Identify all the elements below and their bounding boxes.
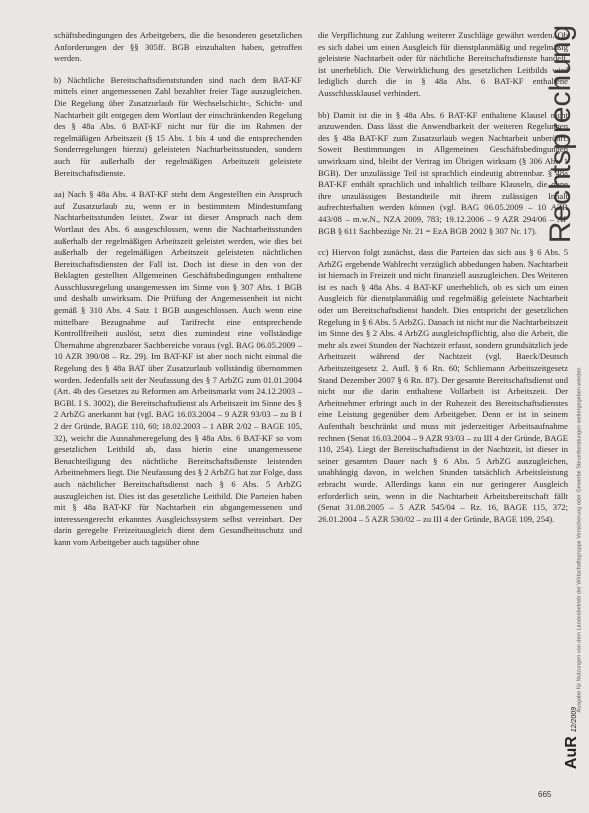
- paragraph: cc) Hiervon folgt zunächst, dass die Parteien das sich aus § 6 Abs. 5 ArbZG ergebende Wahlrecht verzüglich abbedungen haben. Nachtarbeit ist hiernach in Freizeit und nicht finanziell auszugleichen. Des Weiteren ist es nach § 48a Abs. 4 BAT-KF unerheblich, ob es sich um einen Ausgleich für dienstplanmäßig und regelmäßig geleistete Nachtarbeit oder um Bereitschaftsdienst handelt. Dies entspricht der gesetzlichen Regelung in § 6 Abs. 5 ArbZG. Danach ist nicht nur die Nachtarbeitszeit im Sinne des § 2 Abs. 4 ArbZG ausgleichspflichtig, also die Arbeit, die mehr als zwei Stunden der Nachtzeit erfasst, sondern grundsätzlich jede Arbeitszeit während der Nachtzeit (vgl. Baeck/Deutsch Arbeitszeitgesetz 2. Aufl. § 6 Rn. 60; Schliemann Arbeitszeitgesetz Stand Dezember 2007 § 6 Rn. 87). Der gesamte Bereitschaftsdienst und nicht nur die darin enthaltene Vollarbeit ist Arbeitszeit. Der Arbeitnehmer erbringt auch in der Ruhezeit des Bereitschaftsdienstes eine Leistung gegenüber dem Arbeitgeber. Denn er ist in seinem Aufenthalt beschränkt und muss mit jederzeitiger Arbeitsaufnahme rechnen (Senat 16.03.2004 – 9 AZR 93/03 – zu III 4 der Gründe, BAGE 110, 254). Liegt der Bereitschaftsdienst in der Nachtzeit, ist dieser in seiner gesamten Dauer nach § 6 Abs. 5 ArbZG auszugleichen, unabhängig davon, in welchen Stunden tatsächlich Arbeitsleistung erbracht wurde. Allerdings kann ein nur geringerer Ausgleich erforderlich sein, wenn in die Nachtarbeit Arbeitsbereitschaft fällt (Senat 31.08.2005 – 5 AZR 545/04 – Rz. 16, BAGE 115, 372; 26.01.2004 – 5 AZR 530/02 – zu III 4 der Gründe, BAGE 109, 254).: [318, 247, 568, 524]
- side-notice-text: Ausgabe für Nutzungen von dem Landesbetrieb der Wirtschaftsgruppe Versicherung oder Gewerbe Steuerberatungen weitergegeben werden: [576, 367, 583, 713]
- issue-label: 12/2009: [571, 706, 579, 733]
- section-title-text: Rechtsprechung: [544, 24, 577, 244]
- right-column: [318, 30, 568, 535]
- paragraph: aa) Nach § 48a Abs. 4 BAT-KF steht dem Angestellten ein Anspruch auf Zusatzurlaub zu, wenn er in bestimmtem Mindestumfang Nachtarbeitsstunden leistet. Zwar ist dieser Anspruch nach dem Wortlaut des Abs. 6 ausgeschlossen, wenn die Nachtarbeitsstunden außerhalb der regelmäßigen Arbeitszeit geleistet werden, wie dies bei außerhalb der regelmäßigen Arbeitszeit geleisteten nächtlichen Bereitschaftsdiensten der Fall ist. Doch ist diese in den von der Beklagten gestellten Allgemeinen Geschäftsbedingungen enthaltene Ausschlussregelung unangemessen im Sinne von § 307 Abs. 1 BGB und deshalb unwirksam. Die Prüfung der Angemessenheit ist nicht gemäß § 310 Abs. 4 Satz 1 BGB ausgeschlossen. Auch wenn eine mittelbare Bezugnahme auf Tarifrecht eine entsprechende Kontrollfreiheit auslöst, setzt dies zumindest eine vollständige Übernahme abgrenzbarer Sachbereiche voraus (vgl. BAG 06.05.2009 – 10 AZR 390/08 – Rz. 29). Im BAT-KF ist aber noch nicht einmal die Regelung des § 48a BAT über Zusatzurlaub vollständig übernommen worden. Jedenfalls seit der Neufassung des § 7 ArbZG zum 01.01.2004 (Art. 4b des Gesetzes zu Reformen am Arbeitsmarkt vom 24.12.2003 – BGBl. I S. 3002), die Bereitschaftsdienst als Arbeitszeit im Sinne des § 2 ArbZG anerkannt hat (vgl. BAG 16.03.2004 – 9 AZR 93/03 – zu B I 2 der Gründe, BAGE 110, 60; 18.02.2003 – 1 ABR 2/02 – BAGE 105, 32), weicht die Ausnahmeregelung des § 48a Abs. 6 BAT-KF so vom gesetzlichen Leitbild ab, dass hierin eine unangemessene Benachteiligung des nächtliche Bereitschaftsdienste leistenden Arbeitnehmers liegt. Die Neufassung des § 2 ArbZG hat zur Folge, dass auch nächtlicher Bereitschaftsdienst nach § 6 Abs. 5 ArbZG auszugleichen ist. Dies ist das gesetzliche Leitbild. Die Parteien haben mit § 48a BAT-KF für Nachtarbeit ein abgangemessenen und interessengerecht erkanntes Ausgleichssystem selbst vereinbart. Der darin geregelte Freizeitausgleich dient dem Gesundheitsschutz und kann vom Arbeitgeber auch tagsüber ohne: [54, 189, 302, 547]
- paragraph: schäftsbedingungen des Arbeitgebers, die die besonderen gesetzlichen Anforderungen der §§ 305ff. BGB einzuhalten haben, getroffen werden.: [54, 30, 302, 64]
- page-number: 665: [538, 790, 552, 799]
- section-title: [537, 14, 585, 254]
- paragraph: die Verpflichtung zur Zahlung weiterer Zuschläge gewährt werden. Ob es sich dabei um einen Ausgleich für dienstplanmäßig und regelmäßig geleistete Nachtarbeit oder für nächtliche Bereitschaftsdienste handelt, ist unerheblich. Die Verwirklichung des gesetzlichen Leitbilds wird lediglich durch die in § 48a Abs. 6 BAT-KF enthaltene Ausschlussklausel verhindert.: [318, 30, 568, 98]
- paragraph: b) Nächtliche Bereitschaftsdienststunden sind nach dem BAT-KF mittels einer angemessenen Zahl bezahlter freier Tage auszugleichen. Die Regelung über Zusatzurlaub für Wechselschicht-, Schicht- und Nachtarbeit gilt entgegen dem Wortlaut der einschränkenden Regelung des § 48a Abs. 6 BAT-KF nicht nur für die im Rahmen der regelmäßigen Arbeitszeit (§ 15 Abs. 1 bis 4 und die entsprechenden Sonderregelungen hierzu) geleisteten Nachtarbeitsstunden, sondern auch für außerhalb der regelmäßigen Arbeitszeit geleistete Bereitschaftsdienste.: [54, 74, 302, 178]
- journal-logo: AuR: [563, 736, 581, 770]
- paragraph: bb) Damit ist die in § 48a Abs. 6 BAT-KF enthaltene Klausel nicht anzuwenden. Dass lässt die Anwendbarkeit der weiteren Regelungen des § 48a BAT-KF zum Zusatzurlaub wegen Nachtarbeit unberührt. Soweit Bestimmungen in Allgemeinen Geschäftsbedingungen unwirksam sind, bleibt der Vertrag im Übrigen wirksam (§ 306 Abs. 1 BGB). Der unzulässige Teil ist sprachlich eindeutig abtrennbar. § 48a BAT-KF enthält sprachlich und inhaltlich teilbare Klauseln, die ohne ihre unzulässigen Bestandteile mit ihrem zulässigen Inhalt aufrechterhalten werden können (vgl. BAG 06.05.2009 – 10 AZR 443/08 – m.w.N., NZA 2009, 783; 19.12.2006 – 9 AZR 294/06 – AP BGB § 611 Sachbezüge Nr. 21 = EzA BGB 2002 § 307 Nr. 17).: [318, 109, 568, 236]
- journal-brand: [558, 683, 586, 793]
- left-column: [54, 30, 302, 559]
